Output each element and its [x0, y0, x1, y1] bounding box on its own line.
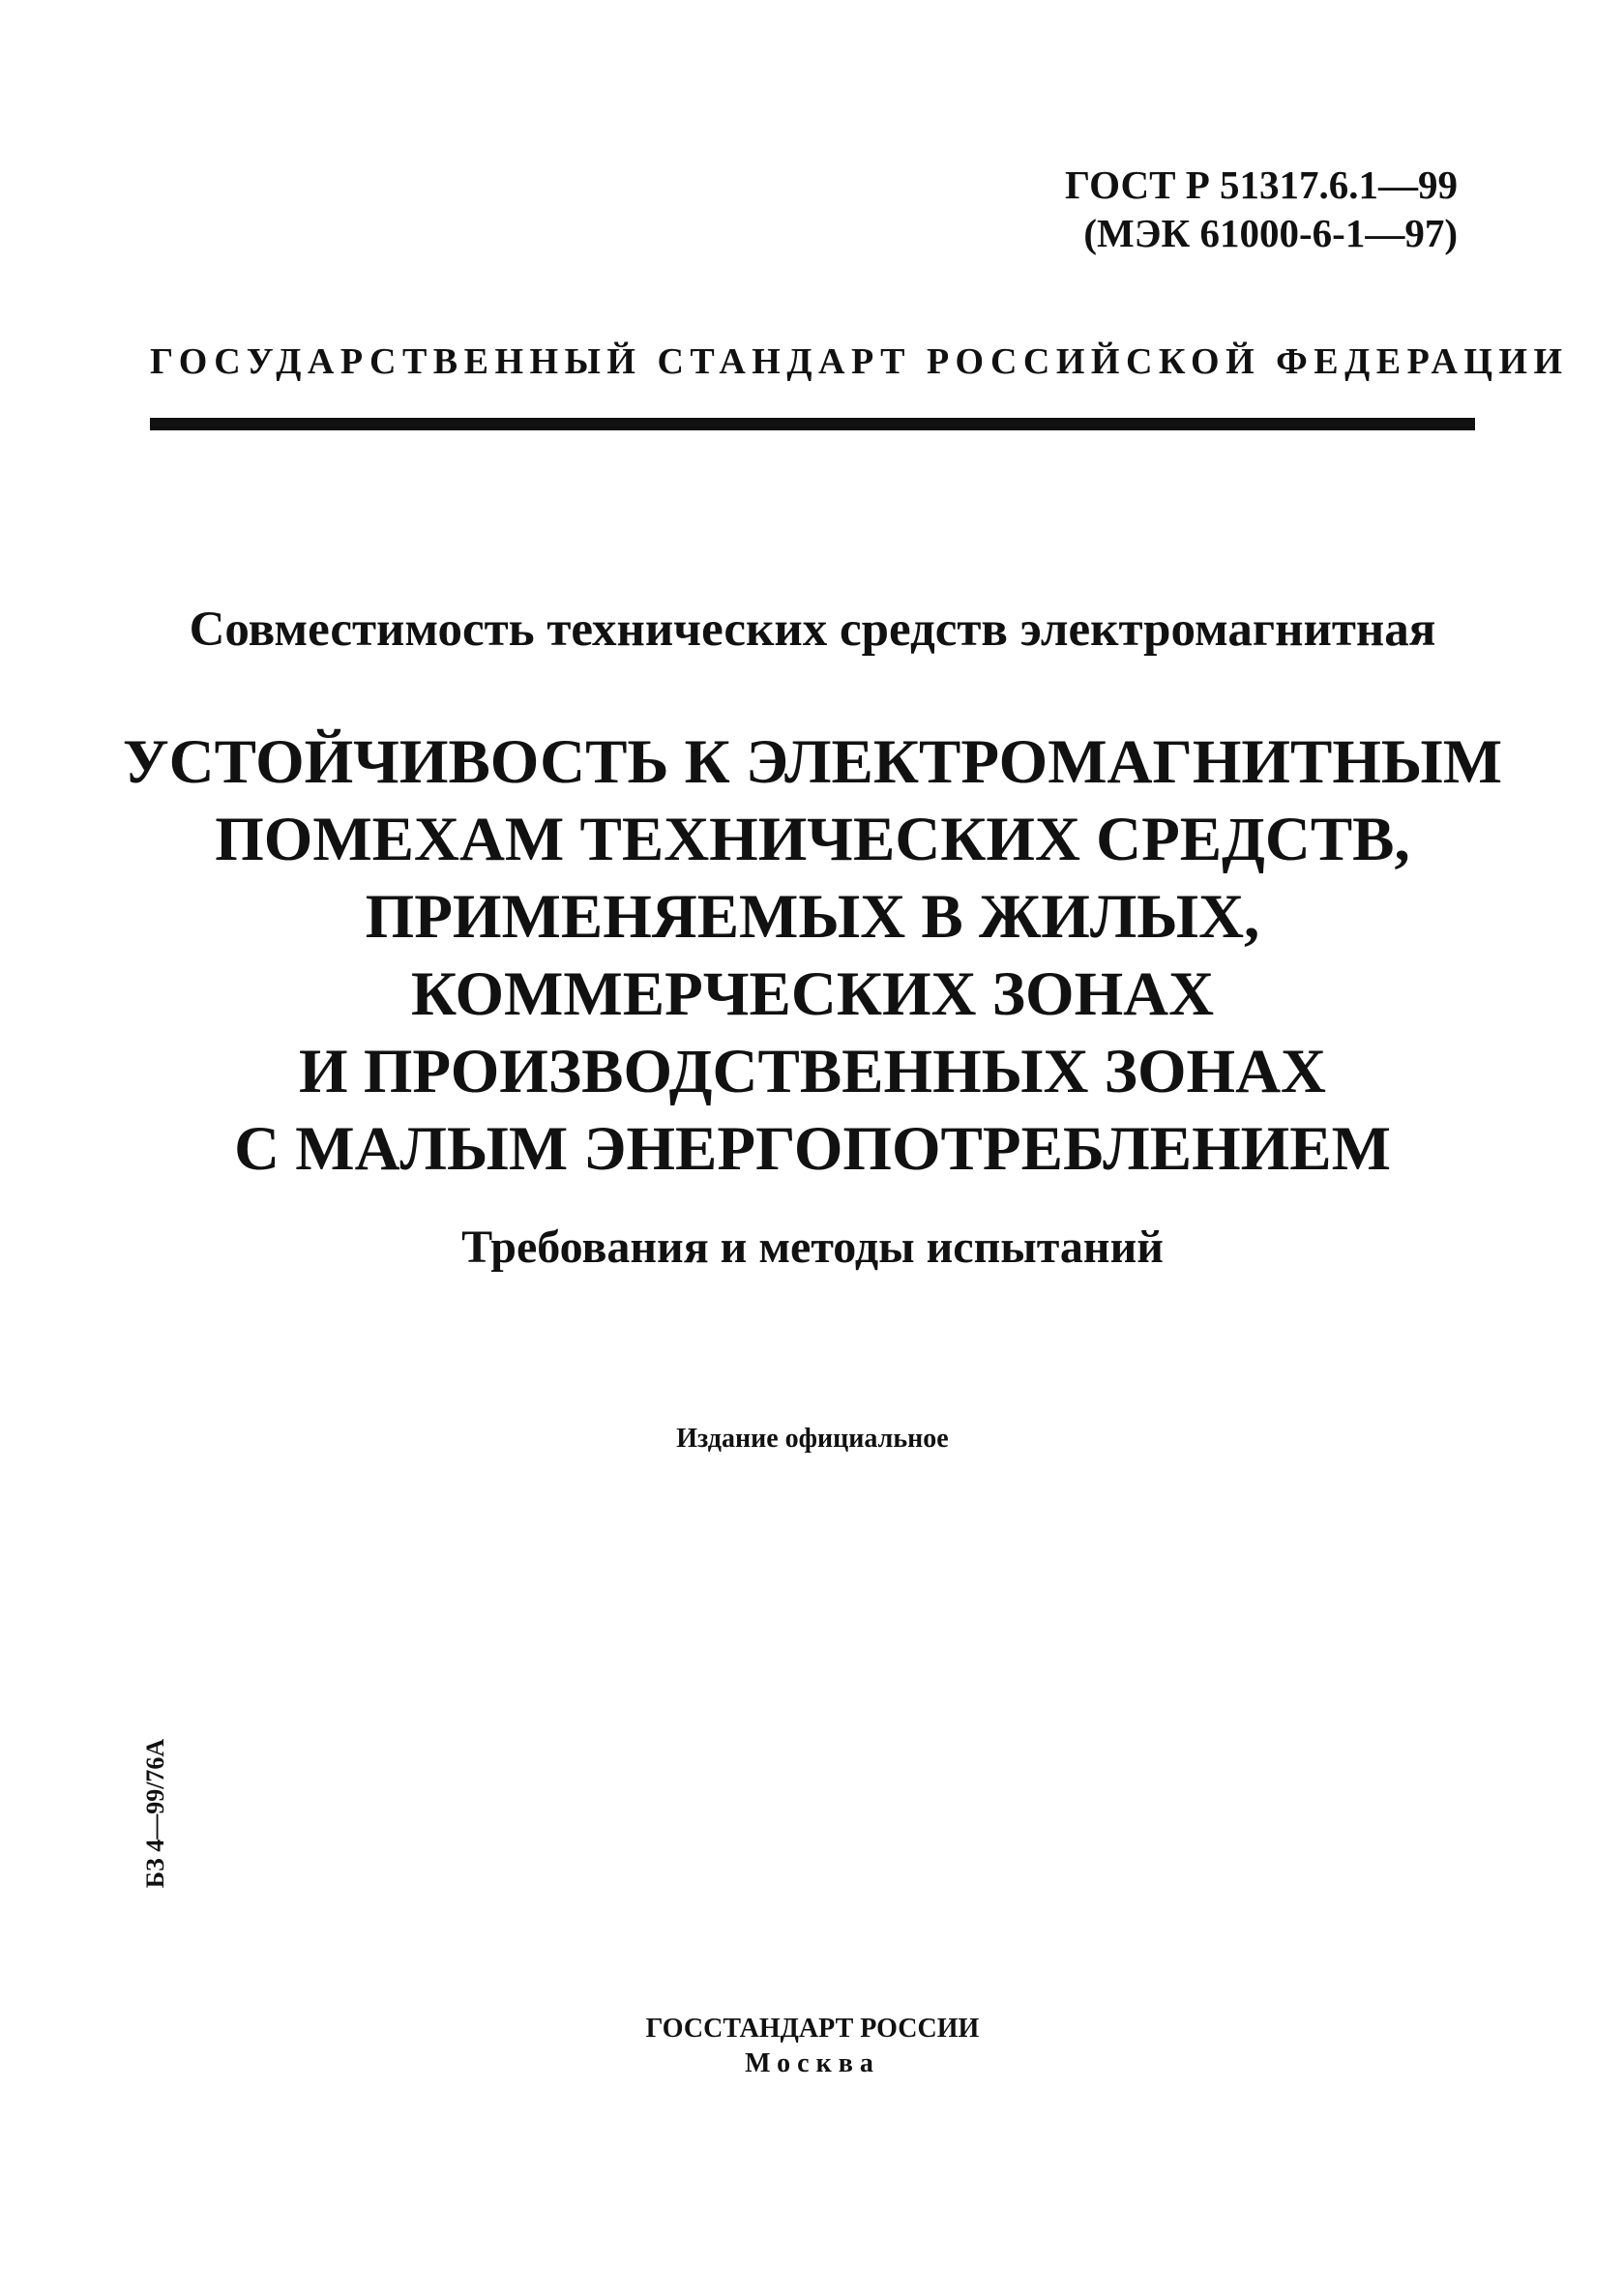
gost-code: ГОСТ Р 51317.6.1—99 — [1065, 162, 1458, 207]
side-code-text: БЗ 4—99/76А — [141, 1738, 169, 1889]
side-code — [132, 1688, 180, 1939]
document-title — [97, 723, 1528, 1188]
header-rule — [150, 418, 1475, 430]
title-line: С МАЛЫМ ЭНЕРГОПОТРЕБЛЕНИЕМ — [234, 1114, 1391, 1184]
title-line: И ПРОИЗВОДСТВЕННЫХ ЗОНАХ — [299, 1037, 1326, 1106]
publisher-city: Москва — [745, 2048, 880, 2078]
title-line: ПОМЕХАМ ТЕХНИЧЕСКИХ СРЕДСТВ, — [215, 805, 1410, 874]
document-codes — [974, 161, 1458, 257]
state-standard-header: ГОСУДАРСТВЕННЫЙ СТАНДАРТ РОССИЙСКОЙ ФЕДЕРАЦИИ — [150, 341, 1569, 382]
publisher-name: ГОССТАНДАРТ РОССИИ — [645, 2014, 980, 2044]
edition-label: Издание официальное — [676, 1424, 949, 1454]
iec-code: (МЭК 61000-6-1—97) — [1083, 211, 1458, 255]
document-subtitle: Требования и методы испытаний — [461, 1222, 1164, 1273]
title-line: КОММЕРЧЕСКИХ ЗОНАХ — [410, 959, 1215, 1029]
title-line: ПРИМЕНЯЕМЫХ В ЖИЛЫХ, — [365, 882, 1260, 952]
document-subject: Совместимость технических средств электромагнитная — [189, 603, 1436, 657]
title-line: УСТОЙЧИВОСТЬ К ЭЛЕКТРОМАГНИТНЫМ — [122, 727, 1503, 797]
publisher — [97, 2012, 1528, 2081]
